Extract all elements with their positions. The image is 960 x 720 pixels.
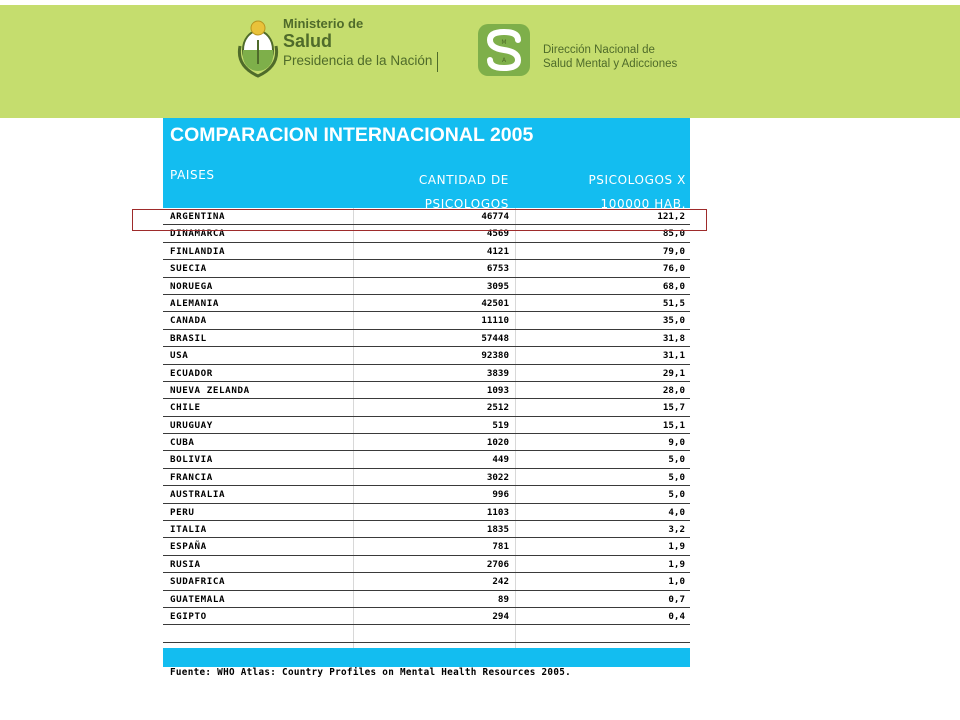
psychologist-count-cell: 294: [492, 610, 509, 622]
ministry-line1: Ministerio de: [283, 16, 364, 31]
rate-cell: 15,1: [662, 419, 685, 431]
rate-cell: 79,0: [662, 245, 685, 257]
psychologist-count-cell: 4569: [486, 228, 509, 240]
psychologist-count-cell: 781: [492, 541, 509, 553]
table-title-row: [163, 118, 690, 160]
rate-cell: 1,0: [668, 576, 685, 588]
column-header-tasa-line2: 100000 HAB.: [600, 197, 686, 211]
table-row: [163, 399, 690, 416]
sma-logo-icon: [478, 24, 530, 76]
directorate-logo: [478, 24, 708, 80]
country-cell: ARGENTINA: [170, 211, 226, 222]
country-cell: AUSTRALIA: [170, 489, 226, 501]
rate-cell: 85,0: [662, 228, 685, 240]
country-cell: BRASIL: [170, 332, 207, 344]
psychologist-count-cell: 242: [492, 576, 509, 588]
rate-cell: 31,1: [662, 350, 685, 362]
ministry-line2: Salud: [283, 31, 333, 51]
rate-cell: 51,5: [662, 297, 685, 309]
country-cell: NUEVA ZELANDA: [170, 384, 250, 396]
rate-cell: 4,0: [668, 506, 685, 518]
psychologist-count-cell: 11110: [481, 315, 509, 327]
column-header-tasa-line1: PSICOLOGOS X: [588, 173, 686, 187]
table-row: [163, 434, 690, 451]
national-shield-icon: [236, 16, 280, 82]
rate-cell: 9,0: [668, 437, 685, 449]
source-note: Fuente: WHO Atlas: Country Profiles on Mental Health Resources 2005.: [170, 667, 572, 678]
ministry-text: [283, 16, 432, 71]
directorate-text: [543, 43, 677, 71]
table-row: [163, 295, 690, 312]
country-cell: CUBA: [170, 437, 195, 449]
rate-cell: 5,0: [668, 489, 685, 501]
psychologist-count-cell: 1103: [486, 506, 509, 518]
rate-cell: 15,7: [662, 402, 685, 414]
table-row: [163, 347, 690, 364]
rate-cell: 31,8: [662, 332, 685, 344]
country-cell: BOLIVIA: [170, 454, 213, 466]
table-row: [163, 538, 690, 555]
rate-cell: 35,0: [662, 315, 685, 327]
country-cell: ECUADOR: [170, 367, 213, 379]
rate-cell: 1,9: [668, 558, 685, 570]
rate-cell: 5,0: [668, 454, 685, 466]
country-cell: ITALIA: [170, 524, 207, 536]
psychologist-count-cell: 92380: [481, 350, 509, 362]
table-row: [163, 278, 690, 295]
psychologist-count-cell: 57448: [481, 332, 509, 344]
table-row: [163, 365, 690, 382]
directorate-mark: [478, 24, 530, 76]
country-cell: SUECIA: [170, 263, 207, 275]
country-cell: GUATEMALA: [170, 593, 226, 605]
psychologist-count-cell: 3839: [486, 367, 509, 379]
table-row: [163, 573, 690, 590]
country-cell: SUDAFRICA: [170, 576, 226, 588]
psychologist-count-cell: 449: [492, 454, 509, 466]
country-cell: ALEMANIA: [170, 297, 220, 309]
country-cell: EGIPTO: [170, 610, 207, 622]
table-row: [163, 312, 690, 329]
table-row: [163, 608, 690, 625]
psychologist-count-cell: 1835: [486, 524, 509, 536]
table-row: [163, 504, 690, 521]
country-cell: RUSIA: [170, 558, 201, 570]
psychologist-count-cell: 2706: [486, 558, 509, 570]
highlight-box: [132, 209, 707, 231]
table-row: [163, 451, 690, 468]
table-row: [163, 625, 690, 642]
country-cell: USA: [170, 350, 189, 362]
rate-cell: 29,1: [662, 367, 685, 379]
country-cell: DINAMARCA: [170, 228, 226, 240]
psychologist-count-cell: 2512: [486, 402, 509, 414]
mark-letter-m: M: [501, 39, 507, 46]
psychologist-count-cell: 42501: [481, 297, 509, 309]
country-cell: CHILE: [170, 402, 201, 414]
country-cell: CANADA: [170, 315, 207, 327]
psychologist-count-cell: 6753: [486, 263, 509, 275]
psychologist-count-cell: 1093: [486, 384, 509, 396]
table-row: [163, 521, 690, 538]
country-cell: FRANCIA: [170, 471, 213, 483]
table-footer-bar: [163, 648, 690, 667]
psychologist-count-cell: 3095: [486, 280, 509, 292]
rate-cell: 3,2: [668, 524, 685, 536]
ministry-line3: Presidencia de la Nación: [283, 53, 433, 68]
ministry-divider: [437, 52, 438, 72]
table-title: COMPARACION INTERNACIONAL 2005: [170, 124, 534, 146]
column-header-cantidad-line1: CANTIDAD DE: [418, 173, 509, 187]
column-header-paises: PAISES: [170, 168, 215, 182]
rate-cell: 1,9: [668, 541, 685, 553]
table-row: [163, 243, 690, 260]
table-row: [163, 486, 690, 503]
country-cell: FINLANDIA: [170, 245, 226, 257]
psychologist-count-cell: 46774: [481, 211, 509, 222]
table-row: [163, 469, 690, 486]
table-row: [163, 417, 690, 434]
directorate-line1: Dirección Nacional de: [543, 44, 655, 56]
psychologist-count-cell: 3022: [486, 471, 509, 483]
column-header-cantidad-line2: PSICOLOGOS: [424, 197, 509, 211]
psychologist-count-cell: 89: [497, 593, 509, 605]
rate-cell: 68,0: [662, 280, 685, 292]
table-row: [163, 260, 690, 277]
rate-cell: 0,7: [668, 593, 685, 605]
rate-cell: 5,0: [668, 471, 685, 483]
country-cell: ESPAÑA: [170, 541, 207, 553]
mark-letter-a: A: [501, 57, 507, 64]
psychologist-count-cell: 996: [492, 489, 509, 501]
psychologist-count-cell: 1020: [486, 437, 509, 449]
directorate-line2: Salud Mental y Adicciones: [543, 58, 678, 70]
table-row: [163, 382, 690, 399]
psychologist-count-cell: 519: [492, 419, 509, 431]
rate-cell: 121,2: [657, 211, 685, 222]
country-cell: URUGUAY: [170, 419, 213, 431]
table-row: [163, 330, 690, 347]
psychologist-count-cell: 4121: [486, 245, 509, 257]
comparison-table: [163, 118, 690, 667]
table-row: [163, 556, 690, 573]
rate-cell: 0,4: [668, 610, 685, 622]
rate-cell: 76,0: [662, 263, 685, 275]
table-body: [163, 208, 690, 643]
rate-cell: 28,0: [662, 384, 685, 396]
country-cell: PERU: [170, 506, 195, 518]
table-header-row: [163, 160, 690, 211]
country-cell: NORUEGA: [170, 280, 213, 292]
ministry-logo: [236, 16, 456, 86]
table-row: [163, 591, 690, 608]
